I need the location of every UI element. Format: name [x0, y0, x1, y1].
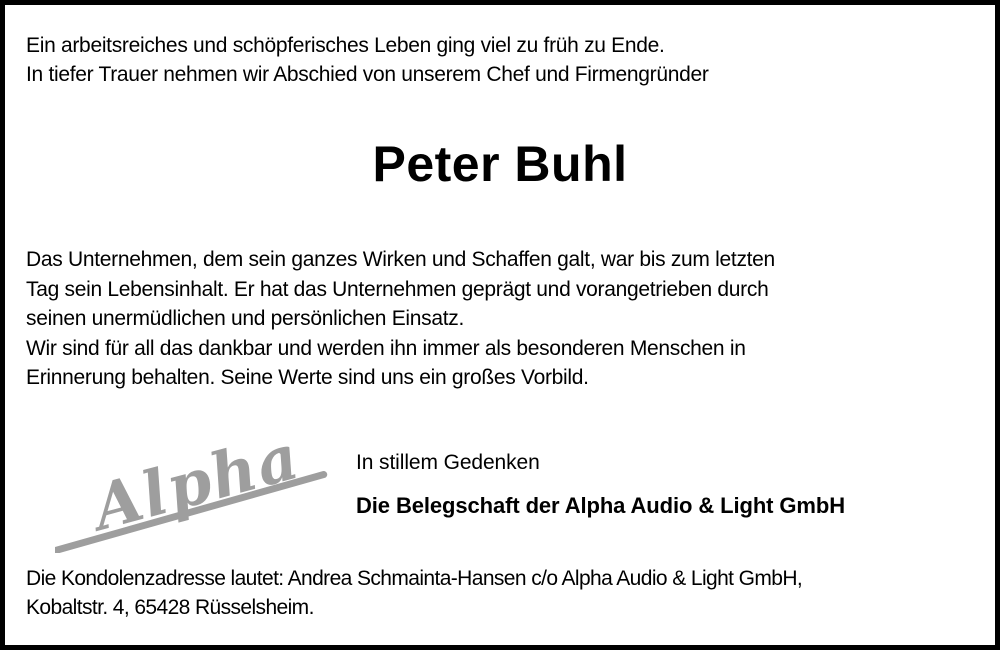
alpha-logo-icon — [55, 423, 345, 553]
condolence-address — [26, 565, 802, 622]
logo-text: Alpha — [85, 423, 308, 545]
condolence-line: Kobaltstr. 4, 65428 Rüsselsheim. — [26, 595, 314, 619]
intro-paragraph — [26, 31, 709, 89]
body-line: Das Unternehmen, dem sein ganzes Wirken und Schaffen galt, war bis zum letzten — [26, 248, 775, 271]
intro-line: Ein arbeitsreiches und schöpferisches Leben ging viel zu früh zu Ende. — [26, 34, 665, 57]
body-paragraph — [26, 245, 775, 393]
deceased-name: Peter Buhl — [372, 136, 628, 192]
tribute-signature: Die Belegschaft der Alpha Audio & Light GmbH — [356, 493, 845, 518]
intro-line: In tiefer Trauer nehmen wir Abschied von unserem Chef und Firmengründer — [26, 63, 709, 86]
tribute-opening: In stillem Gedenken — [356, 451, 540, 474]
body-line: seinen unermüdlichen und persönlichen Einsatz. — [26, 307, 464, 330]
body-line: Tag sein Lebensinhalt. Er hat das Unternehmen geprägt und vorangetrieben durch — [26, 277, 769, 301]
body-line: Wir sind für all das dankbar und werden ihn immer als besonderen Menschen in — [26, 336, 746, 360]
body-line: Erinnerung behalten. Seine Werte sind uns ein großes Vorbild. — [26, 366, 589, 389]
condolence-line: Die Kondolenzadresse lautet: Andrea Schmainta-Hansen c/o Alpha Audio & Light GmbH, — [26, 567, 803, 590]
alpha-company-logo — [55, 423, 345, 553]
